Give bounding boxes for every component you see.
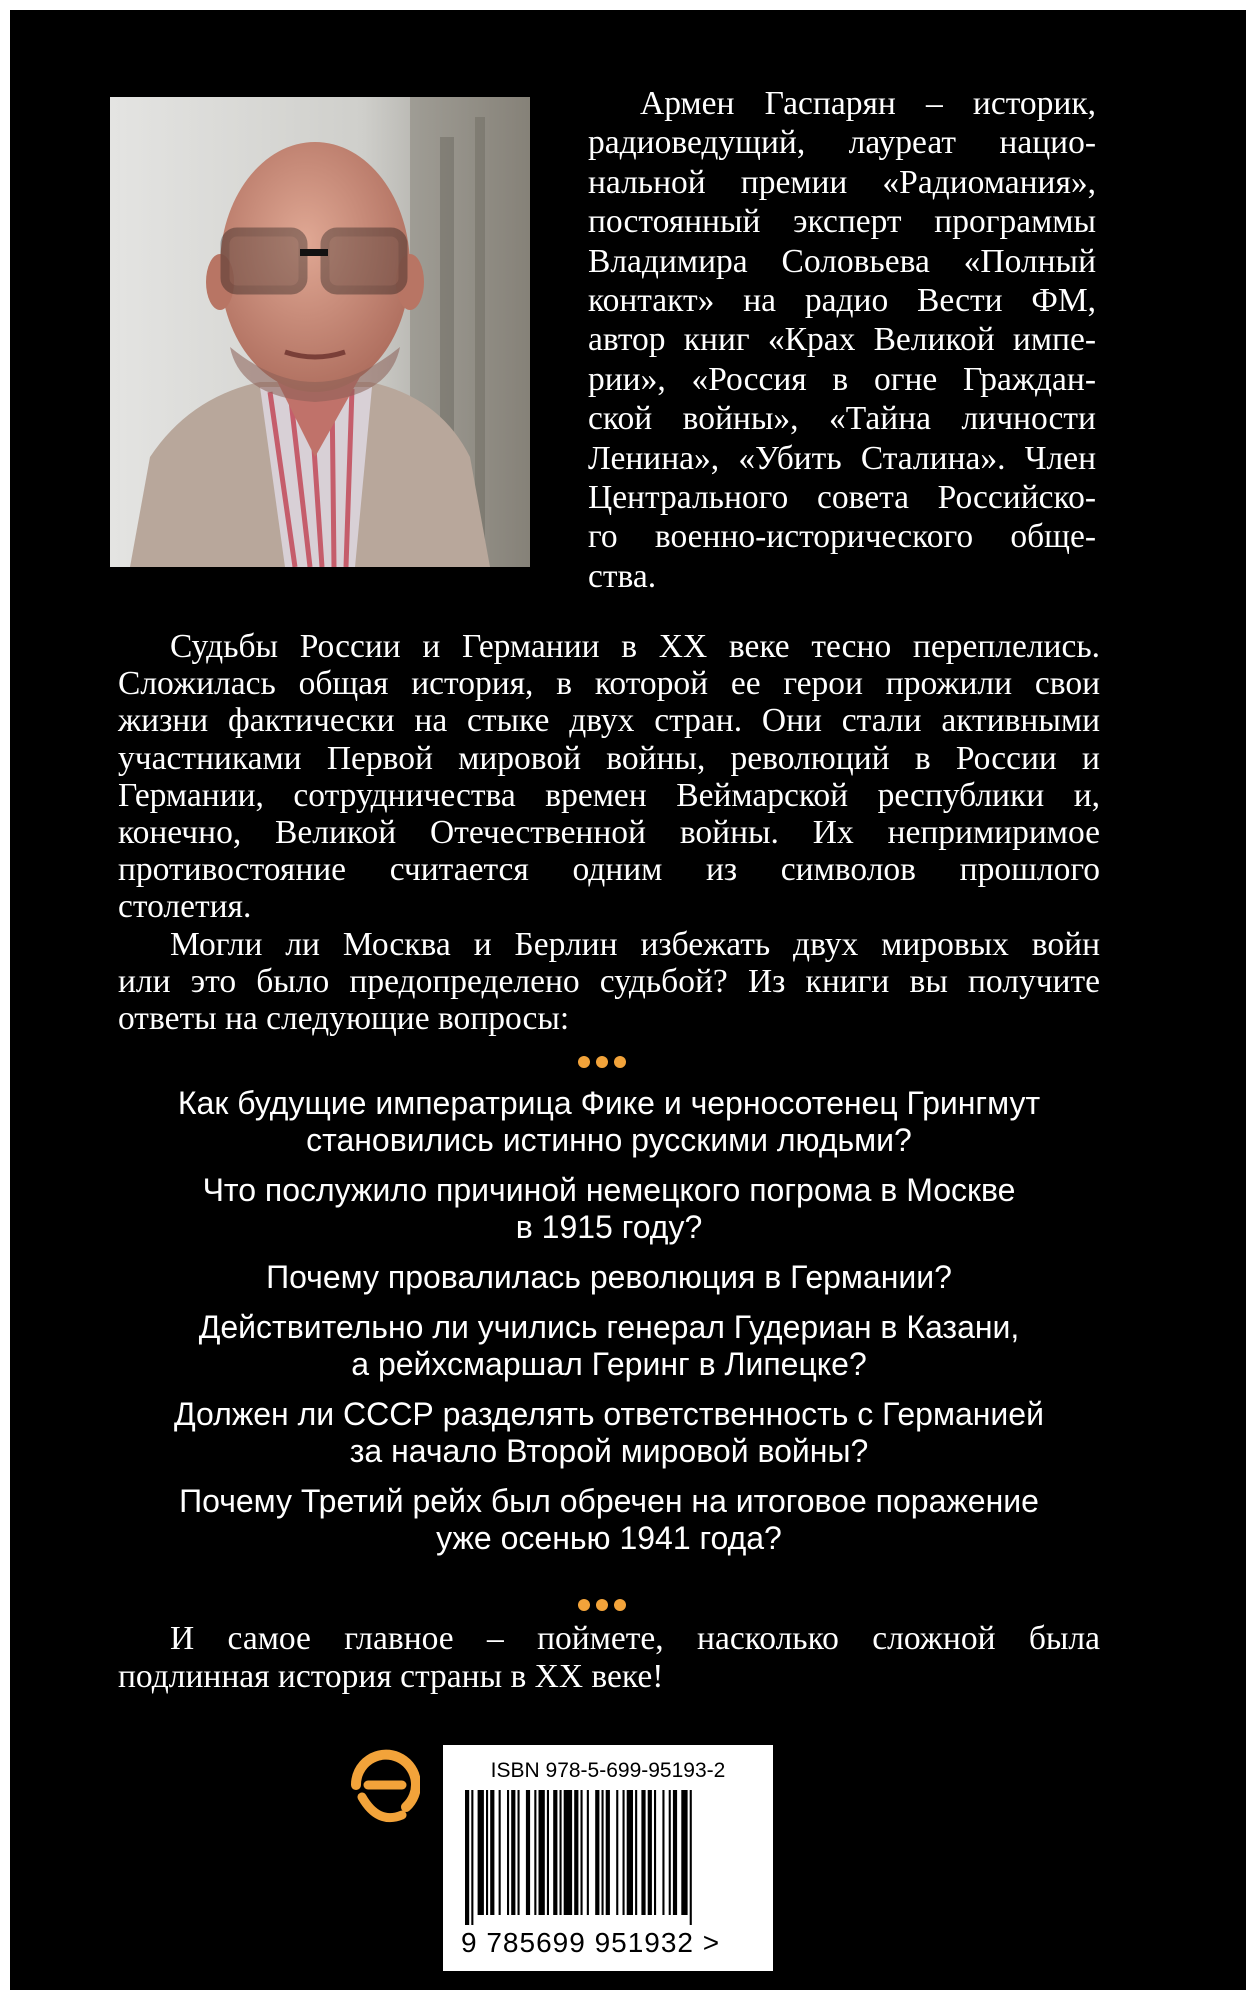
barcode-bar	[606, 1790, 610, 1915]
barcode-bar	[518, 1790, 520, 1915]
description-line: Могли ли Москва и Берлин избежать двух мировых войн	[170, 925, 1100, 963]
author-portrait-image	[110, 97, 530, 567]
dot-icon	[578, 1599, 590, 1611]
bio-line: постоянный эксперт программы	[588, 203, 1096, 241]
barcode-bar	[574, 1790, 578, 1915]
barcode-bar	[635, 1790, 637, 1915]
bio-line: радиоведущий, лауреат нацио-	[588, 124, 1096, 162]
description-line: жизни фактически на стыке двух стран. Они стали активными	[118, 702, 1100, 740]
barcode-bar	[511, 1790, 515, 1915]
bio-line: нальной премии «Радиомания»,	[588, 163, 1096, 201]
dot-icon	[614, 1599, 626, 1611]
bio-line: Владимира Соловьева «Полный	[588, 242, 1096, 280]
bio-line: контакт» на радио Вести ФМ,	[588, 281, 1096, 319]
bio-line: Ленина», «Убить Сталина». Член	[588, 439, 1096, 477]
separator-dots-top	[575, 1055, 629, 1069]
question-line: Как будущие императрица Фике и черносотенец Грингмут	[177, 1085, 1041, 1121]
barcode-bar	[648, 1790, 652, 1915]
question-line: становились истинно русскими людьми?	[306, 1122, 912, 1158]
question-item	[118, 1259, 1100, 1296]
dot-icon	[596, 1056, 608, 1068]
question-line: в 1915 году?	[515, 1209, 703, 1245]
description-line: Судьбы России и Германии в XX веке тесно переплелись.	[170, 628, 1100, 665]
question-list	[118, 1085, 1100, 1570]
author-photo	[110, 97, 530, 567]
question-line: за начало Второй мировой войны?	[349, 1433, 869, 1469]
bio-line: автор книг «Крах Великой импе-	[588, 321, 1096, 359]
barcode-bar	[641, 1790, 645, 1915]
question-line: Должен ли СССР разделять ответственность с Германией	[174, 1396, 1044, 1432]
question-item	[118, 1483, 1100, 1557]
separator-dots-bottom	[575, 1598, 629, 1612]
description-line: столетия.	[118, 888, 252, 926]
question-line: уже осенью 1941 года?	[436, 1520, 782, 1556]
question-item	[118, 1085, 1100, 1159]
barcode-digits: 9 785699 951932 >	[461, 1927, 721, 1958]
description-line: ответы на следующие вопросы:	[118, 999, 570, 1037]
description-line: участниками Первой мировой войны, революций в России и	[118, 739, 1100, 777]
question-line: Почему Третий рейх был обречен на итоговое поражение	[179, 1483, 1039, 1519]
dot-icon	[614, 1056, 626, 1068]
barcode-bar	[669, 1790, 671, 1915]
question-line: Что послужило причиной немецкого погрома в Москве	[202, 1172, 1016, 1208]
description-line: Германии, сотрудничества времен Веймарской республики и,	[118, 776, 1100, 814]
barcode-bar	[581, 1790, 583, 1915]
barcode-bar	[564, 1790, 572, 1915]
question-item	[118, 1172, 1100, 1246]
barcode-bar	[471, 1790, 473, 1925]
barcode-bar	[465, 1790, 469, 1925]
question-line: а рейхсмаршал Геринг в Липецке?	[351, 1346, 867, 1382]
question-item	[118, 1309, 1100, 1383]
barcode-bar	[690, 1790, 692, 1925]
barcode-bar	[595, 1790, 599, 1915]
barcode-bars	[465, 1790, 755, 1925]
closing-statement	[118, 1620, 1100, 1696]
barcode-bar	[662, 1790, 664, 1915]
barcode-panel	[443, 1745, 773, 1971]
book-back-cover	[10, 10, 1246, 1990]
barcode-bar	[587, 1790, 589, 1915]
bio-line: го военно-исторического обще-	[588, 518, 1096, 556]
book-description	[118, 628, 1100, 1037]
closing-line: И самое главное – поймете, насколько сложной была	[170, 1620, 1100, 1657]
barcode-bar	[654, 1790, 656, 1915]
dot-icon	[578, 1056, 590, 1068]
bio-line: рии», «Россия в огне Граждан-	[588, 360, 1096, 398]
author-bio	[588, 84, 1096, 596]
barcode-bar	[547, 1790, 549, 1915]
bio-line: Армен Гаспарян – историк,	[640, 85, 1096, 122]
barcode-bar	[534, 1790, 536, 1915]
question-line: Почему провалилась революция в Германии?	[266, 1259, 952, 1295]
barcode-bar	[627, 1790, 633, 1915]
barcode-bar	[681, 1790, 687, 1915]
description-line: Сложилась общая история, в которой ее герои прожили свои	[118, 665, 1100, 703]
closing-line: подлинная история страны в XX веке!	[118, 1658, 664, 1695]
description-line: или это было предопределено судьбой? Из книги вы получите	[118, 962, 1100, 1000]
question-line: Действительно ли учились генерал Гудериан в Казани,	[198, 1309, 1020, 1345]
question-item	[118, 1396, 1100, 1470]
barcode-bar	[478, 1790, 484, 1915]
barcode-bar	[616, 1790, 618, 1915]
barcode-bar	[623, 1790, 625, 1915]
barcode-bar	[673, 1790, 677, 1915]
bio-line: ства.	[588, 557, 657, 595]
bio-line: ской войны», «Тайна личности	[588, 400, 1096, 438]
barcode-bar	[526, 1790, 530, 1915]
barcode-bar	[539, 1790, 545, 1915]
isbn-label: ISBN 978-5-699-95193-2	[490, 1759, 726, 1782]
barcode-bar	[553, 1790, 557, 1915]
eksmo-logo-icon	[348, 1745, 420, 1827]
barcode-bar	[490, 1790, 494, 1915]
barcode-bar	[486, 1790, 488, 1915]
bio-line: Центрального совета Российско-	[588, 478, 1096, 516]
description-line: противостояние считается одним из символов прошлого	[118, 851, 1100, 889]
dot-icon	[596, 1599, 608, 1611]
barcode-bar	[499, 1790, 501, 1915]
barcode-bar	[507, 1790, 509, 1915]
barcode-bar	[602, 1790, 604, 1915]
description-line: конечно, Великой Отечественной войны. Их непримиримое	[118, 813, 1100, 851]
barcode-bar	[560, 1790, 562, 1915]
